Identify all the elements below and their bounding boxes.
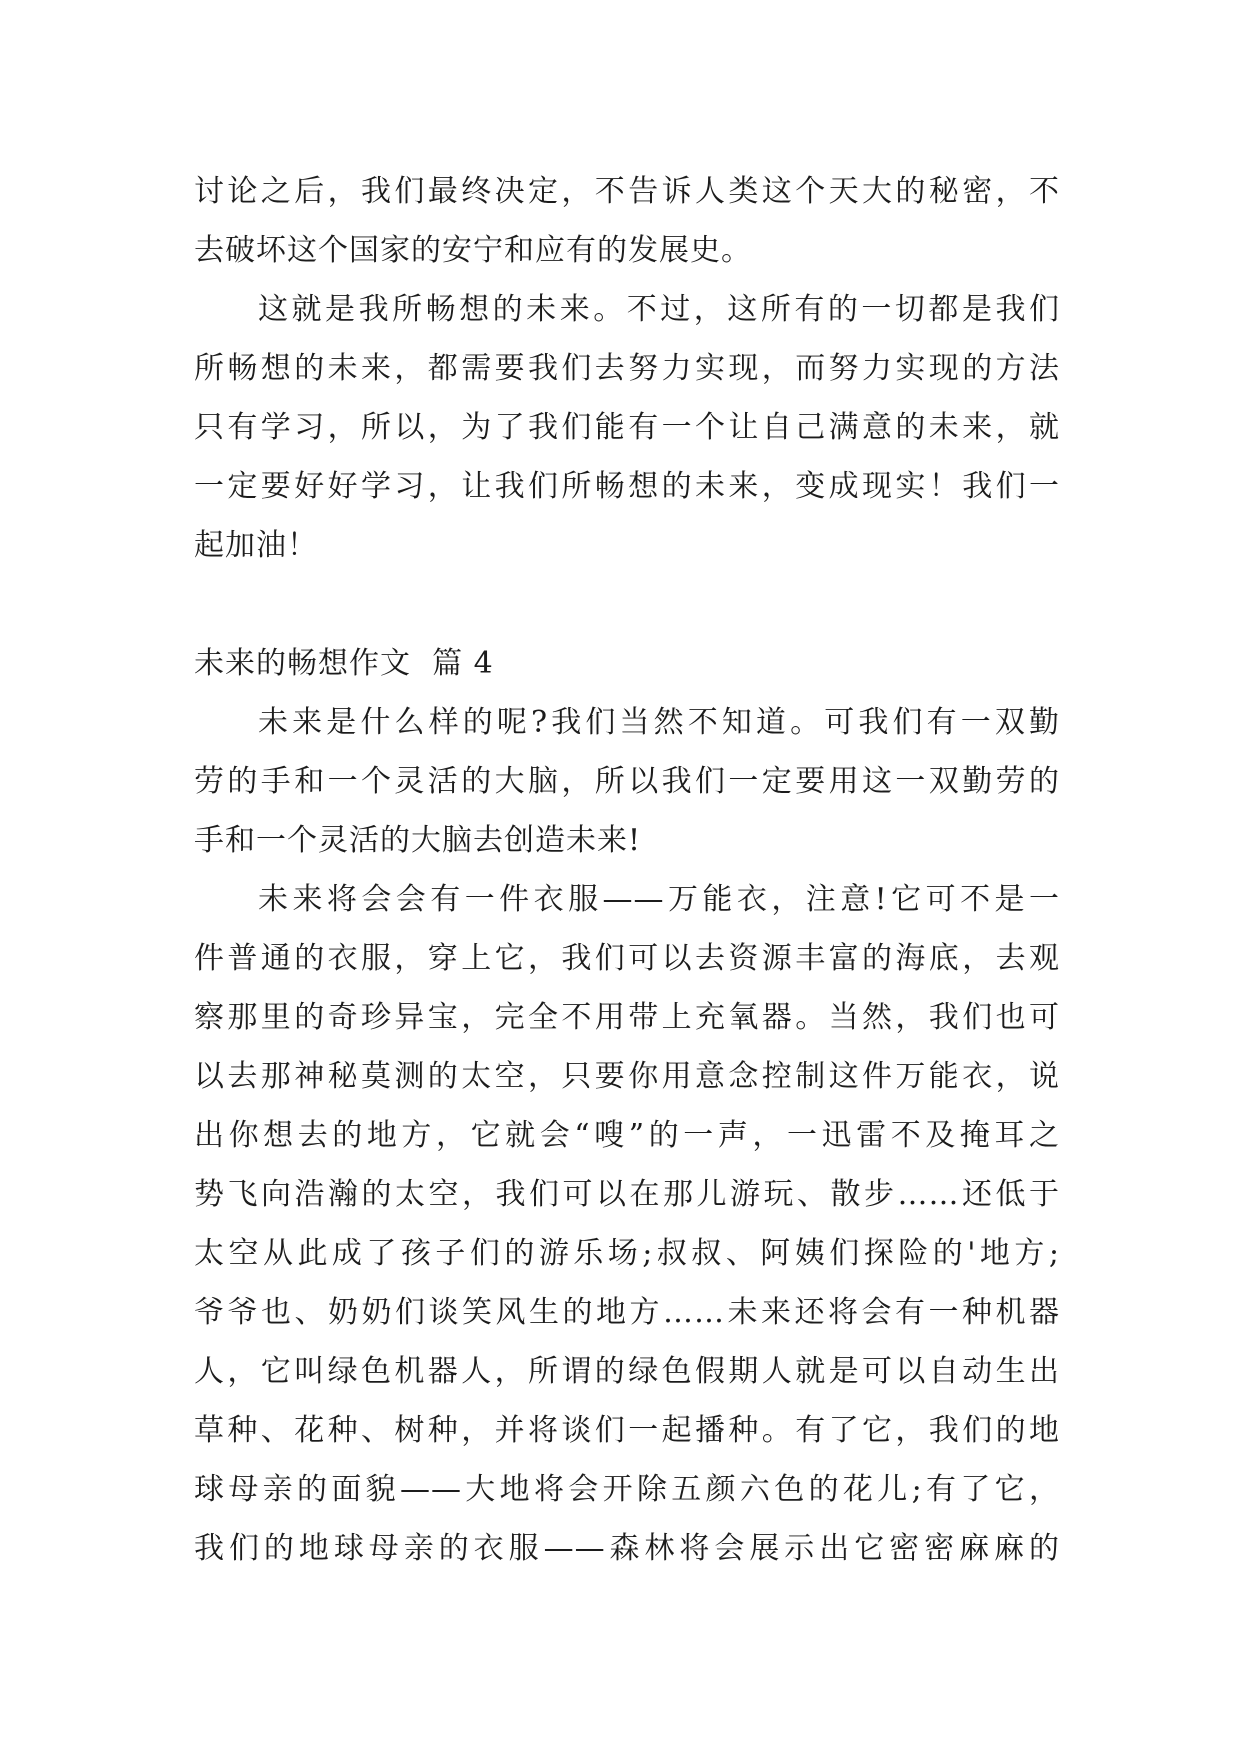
text-line: 这就是我所畅想的未来。不过，这所有的一切都是我们 (258, 292, 1060, 327)
paragraph (194, 280, 1060, 575)
text-line: 讨论之后，我们最终决定，不告诉人类这个天大的秘密，不 (194, 174, 1060, 209)
paragraph (194, 162, 1060, 280)
text-line: 以去那神秘莫测的太空，只要你用意念控制这件万能衣，说 (194, 1059, 1060, 1094)
text-line: 爷爷也、奶奶们谈笑风生的地方……未来还将会有一种机器 (194, 1295, 1060, 1330)
text-line: 球母亲的面貌——大地将会开除五颜六色的花儿;有了它， (194, 1472, 1060, 1507)
essay-section (194, 634, 1060, 1578)
text-line: 太空从此成了孩子们的游乐场;叔叔、阿姨们探险的'地方; (194, 1236, 1060, 1271)
text-line: 察那里的奇珍异宝，完全不用带上充氧器。当然，我们也可 (194, 1000, 1060, 1035)
blank-line (194, 575, 1060, 634)
text-line: 劳的手和一个灵活的大脑，所以我们一定要用这一双勤劳的 (194, 764, 1060, 799)
text-line: 势飞向浩瀚的太空，我们可以在那儿游玩、散步……还低于 (194, 1177, 1060, 1212)
text-line: 件普通的衣服，穿上它，我们可以去资源丰富的海底，去观 (194, 941, 1060, 976)
text-line: 我们的地球母亲的衣服——森林将会展示出它密密麻麻的 (194, 1531, 1060, 1566)
text-line: 出你想去的地方，它就会“嗖”的一声，一迅雷不及掩耳之 (194, 1118, 1060, 1153)
text-line: 手和一个灵活的大脑去创造未来! (194, 823, 642, 858)
text-line: 未来将会会有一件衣服——万能衣，注意!它可不是一 (258, 882, 1060, 917)
document-page (194, 162, 1060, 1578)
paragraph (194, 870, 1060, 1578)
text-line: 未来是什么样的呢?我们当然不知道。可我们有一双勤 (258, 705, 1060, 740)
text-line: 起加油！ (194, 528, 318, 563)
text-line: 所畅想的未来，都需要我们去努力实现，而努力实现的方法 (194, 351, 1060, 386)
paragraph (194, 693, 1060, 870)
text-line: 人，它叫绿色机器人，所谓的绿色假期人就是可以自动生出 (194, 1354, 1060, 1389)
text-line: 草种、花种、树种，并将谈们一起播种。有了它，我们的地 (194, 1413, 1060, 1448)
text-line: 去破坏这个国家的安宁和应有的发展史。 (194, 233, 752, 268)
text-line: 只有学习，所以，为了我们能有一个让自己满意的未来，就 (194, 410, 1060, 445)
continued-section (194, 162, 1060, 575)
section-heading: 未来的畅想作文 篇 4 (194, 646, 494, 681)
text-line: 一定要好好学习，让我们所畅想的未来，变成现实！我们一 (194, 469, 1060, 504)
